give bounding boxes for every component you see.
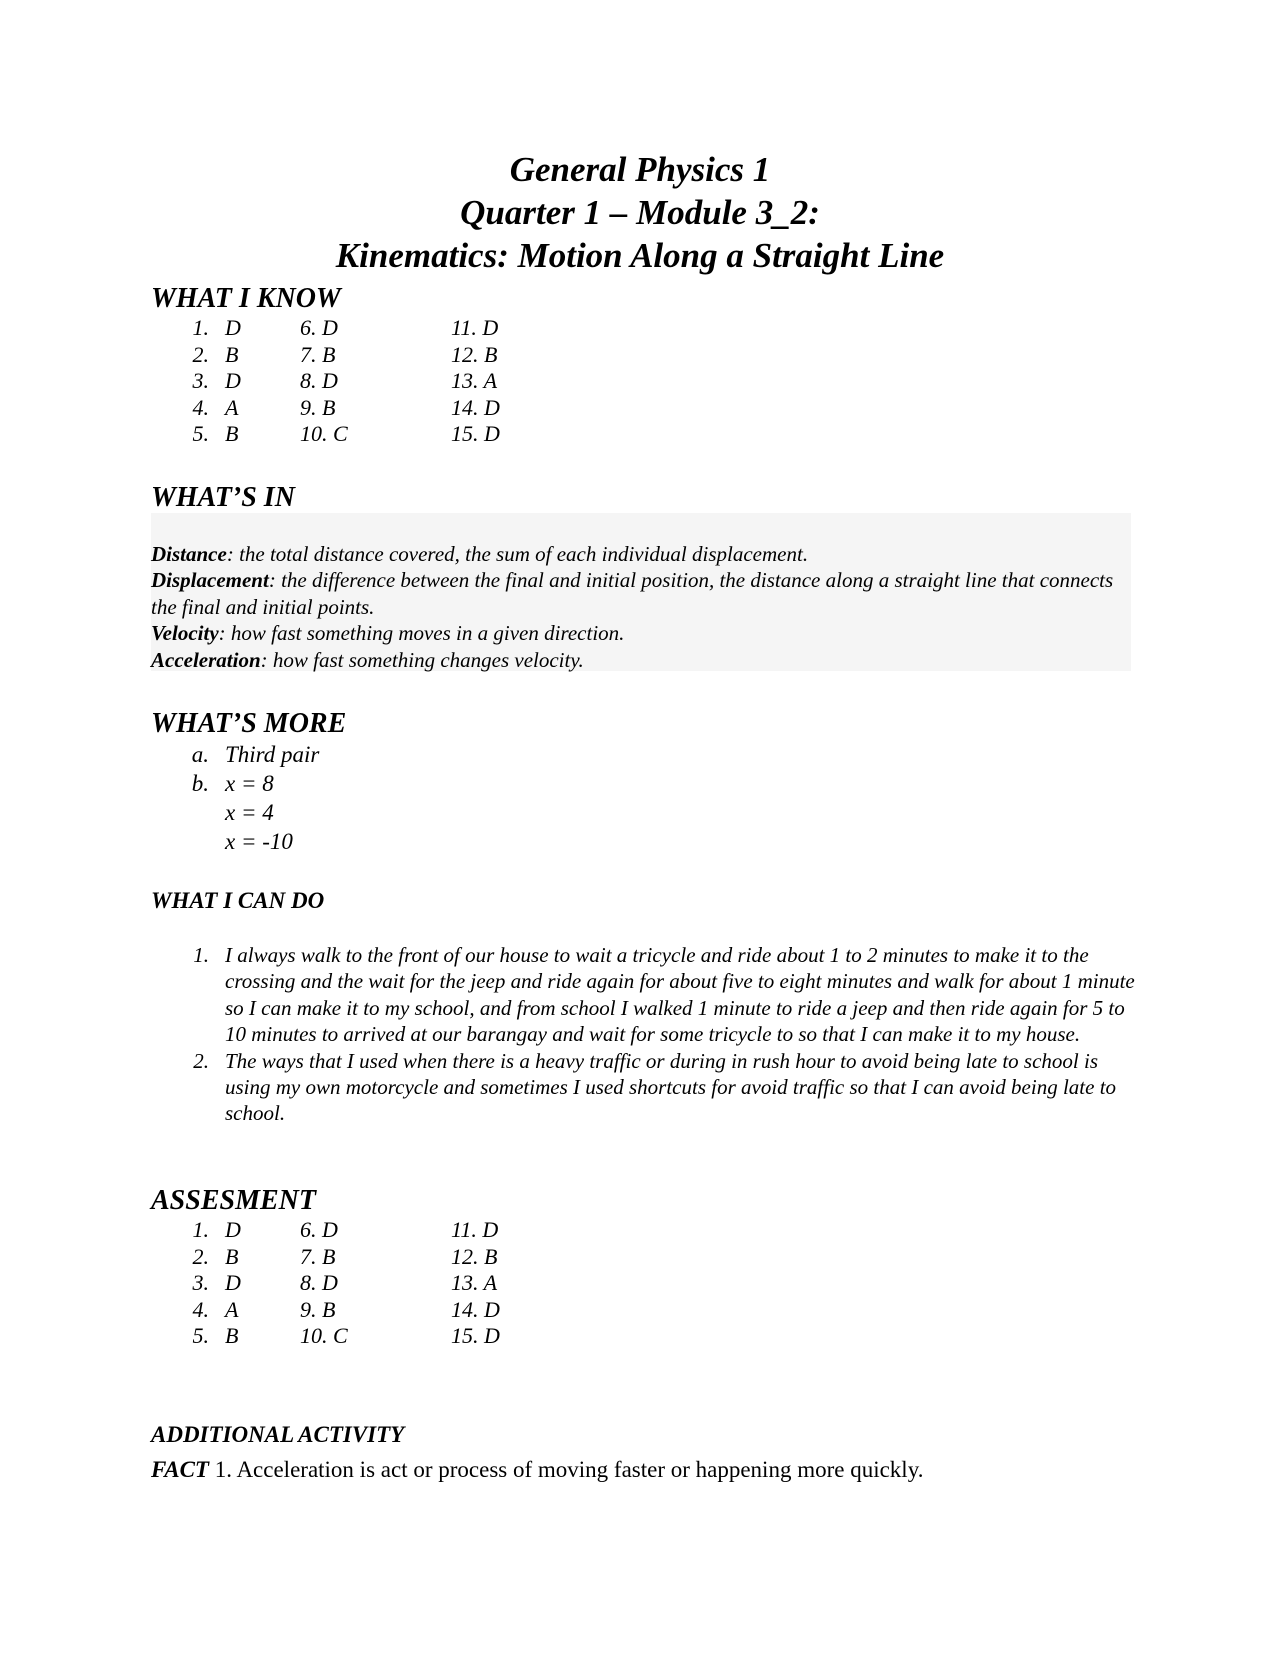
item-number: 2. xyxy=(193,1048,209,1073)
answer-col-1: B xyxy=(225,1243,239,1269)
item-text: The ways that I used when there is a heavy traffic or during in rush hour to avoid being late to school is using my own motorcycle and sometimes I used shortcuts for avoid traffic so that I can avoid being late to school. xyxy=(225,1048,1117,1126)
answer-col-3: 15. D xyxy=(451,421,500,446)
answer-col-1: D xyxy=(225,1270,241,1295)
answer-col-3: 11. D xyxy=(451,1217,499,1242)
title-line-1: General Physics 1 xyxy=(509,150,771,189)
answer-col-2: 10. C xyxy=(300,421,348,446)
answer-col-1: A xyxy=(225,1296,239,1322)
answer-col-2: 6. D xyxy=(300,315,338,340)
answer-number: 2. xyxy=(192,341,209,367)
definition-text: : the difference between the final and initial position, the distance along a straight line that connects the final and initial points. xyxy=(151,568,1114,619)
item-text: Third pair xyxy=(225,742,320,767)
answer-col-1: D xyxy=(225,368,241,393)
item-text: x = -10 xyxy=(225,829,293,854)
definition-text: : how fast something changes velocity. xyxy=(260,647,584,672)
whats-in-heading: WHAT’S IN xyxy=(151,482,295,513)
answer-col-3: 13. A xyxy=(451,368,498,393)
answer-col-1: B xyxy=(225,341,239,367)
answer-col-2: 6. D xyxy=(300,1217,338,1242)
item-number: 1. xyxy=(193,943,209,967)
answer-col-3: 13. A xyxy=(451,1270,498,1295)
definition-item xyxy=(151,567,1131,620)
answer-col-2: 9. B xyxy=(300,394,336,420)
item-text: I always walk to the front of our house to wait a tricycle and ride about 1 to 2 minutes to make it to the crossing and the wait for the jeep and ride again for about five to eight minutes and walk for about 1 minute so I can make it to my school, and from school I walked 1 minute to ride a jeep and then ride again for 5 to 10 minutes to arrived at our barangay and wait for some tricycle to so that I can make it to my house. xyxy=(225,943,1135,1047)
answer-number: 3. xyxy=(192,368,209,393)
whats-more-heading: WHAT’S MORE xyxy=(151,708,347,739)
definition-item xyxy=(151,647,1131,673)
what-i-can-do-heading: WHAT I CAN DO xyxy=(151,888,325,913)
answer-number: 5. xyxy=(192,1323,209,1348)
definition-term: Acceleration xyxy=(151,647,261,672)
item-label: b. xyxy=(191,771,209,796)
answer-number: 2. xyxy=(192,1243,209,1269)
definition-term: Velocity xyxy=(151,621,219,646)
definition-text: : the total distance covered, the sum of each individual displacement. xyxy=(226,542,809,566)
what-i-know-heading: WHAT I KNOW xyxy=(151,283,341,314)
answer-number: 4. xyxy=(192,1296,209,1322)
title-line-3: Kinematics: Motion Along a Straight Line xyxy=(335,236,945,275)
title-line-2: Quarter 1 – Module 3_2: xyxy=(460,193,820,232)
answer-col-3: 12. B xyxy=(451,1243,498,1269)
item-text: x = 4 xyxy=(225,800,274,825)
answer-col-3: 15. D xyxy=(451,1323,500,1348)
item-text: x = 8 xyxy=(225,771,274,796)
answer-col-2: 7. B xyxy=(300,341,336,367)
definition-text: : how fast something moves in a given direction. xyxy=(218,621,625,646)
answer-col-2: 9. B xyxy=(300,1296,336,1322)
assessment-heading: ASSESMENT xyxy=(151,1185,316,1216)
answer-col-1: D xyxy=(225,315,241,340)
definition-item xyxy=(151,541,1131,567)
definition-term: Displacement xyxy=(151,568,269,593)
definition-term: Distance xyxy=(151,542,227,566)
answer-number: 1. xyxy=(192,315,209,340)
answer-col-2: 10. C xyxy=(300,1323,348,1348)
answer-col-2: 7. B xyxy=(300,1243,336,1269)
fact-statement xyxy=(151,1455,923,1485)
answer-col-2: 8. D xyxy=(300,1270,338,1295)
answer-col-1: B xyxy=(225,1323,239,1348)
list-item xyxy=(151,1048,1141,1127)
answer-col-1: B xyxy=(225,421,239,446)
definition-item xyxy=(151,620,1131,646)
answer-number: 5. xyxy=(192,421,209,446)
answer-col-3: 11. D xyxy=(451,315,499,340)
list-item xyxy=(151,942,1141,1048)
fact-label: FACT xyxy=(151,1457,209,1482)
document-title xyxy=(0,148,1280,277)
answer-col-3: 14. D xyxy=(451,394,500,420)
answer-number: 3. xyxy=(192,1270,209,1295)
item-label: a. xyxy=(191,742,209,767)
definitions-list xyxy=(151,541,1131,673)
answer-col-1: D xyxy=(225,1217,241,1242)
answer-col-3: 12. B xyxy=(451,341,498,367)
answer-number: 1. xyxy=(192,1217,209,1242)
answer-col-2: 8. D xyxy=(300,368,338,393)
answer-number: 4. xyxy=(192,394,209,420)
additional-activity-heading: ADDITIONAL ACTIVITY xyxy=(151,1422,405,1447)
what-i-can-do-list xyxy=(151,942,1141,1127)
answer-col-3: 14. D xyxy=(451,1296,500,1322)
fact-text: 1. Acceleration is act or process of moving faster or happening more quickly. xyxy=(208,1457,924,1482)
answer-col-1: A xyxy=(225,394,239,420)
